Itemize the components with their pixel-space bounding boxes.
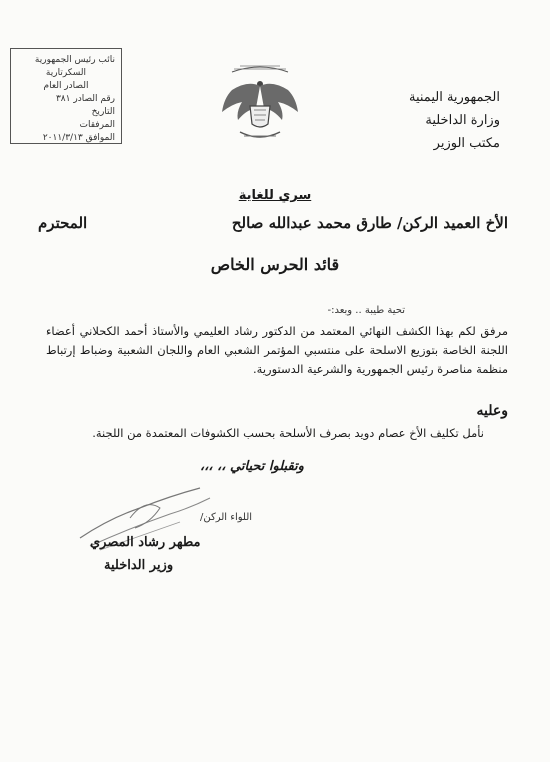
office-name: مكتب الوزير	[433, 136, 500, 151]
signer-rank: اللواء الركن/	[200, 512, 253, 523]
addressee: الأخ العميد الركن/ طارق محمد عبدالله صالح	[231, 214, 508, 232]
addressee-row	[38, 214, 508, 238]
stamp-line: نائب رئيس الجمهورية	[34, 55, 115, 65]
classification-label: سري للغاية	[238, 188, 312, 203]
stamp-line: رقم الصادر ٣٨١	[55, 94, 115, 104]
signer-title: وزير الداخلية	[104, 558, 174, 573]
stamp-line: المرفقات	[79, 120, 115, 130]
conclusion-heading: وعليه	[476, 403, 508, 419]
stamp-line: الصادر العام	[43, 81, 89, 91]
eagle-emblem-icon	[210, 60, 310, 152]
closing-salutation: وتقبلوا تحياتي ،، ،،،	[200, 459, 304, 474]
outgoing-stamp	[10, 48, 122, 144]
greeting: تحية طيبة .. وبعد:-	[327, 305, 405, 316]
stamp-line: التاريخ	[91, 107, 115, 117]
instruction-text: نأمل تكليف الأخ عصام دويد بصرف الأسلحة بحسب الكشوفات المعتمدة من اللجنة.	[92, 426, 484, 440]
ministry-name: وزارة الداخلية	[425, 113, 500, 128]
letterhead	[390, 86, 500, 155]
addressee-position: قائد الحرس الخاص	[210, 255, 340, 274]
signer-name: مطهر رشاد المصري	[90, 535, 201, 550]
country-name: الجمهورية اليمنية	[408, 90, 500, 105]
honorific: المحترم	[38, 214, 88, 232]
letter-body: مرفق لكم بهذا الكشف النهائي المعتمد من الدكتور رشاد العليمي والأستاذ أحمد الكحلاني أعضاء اللجنة الخاصة بتوزيع الاسلحة على منتسبي المؤتمر الشعبي العام واللجان الشعبية وضباط إرتباط منظمة مناصرة رئيس الجمهورية والشرعية الدستورية.	[46, 324, 508, 376]
stamp-line: السكرتارية	[45, 68, 87, 78]
stamp-line: الموافق ٢٠١١/٣/١٣	[42, 133, 115, 143]
